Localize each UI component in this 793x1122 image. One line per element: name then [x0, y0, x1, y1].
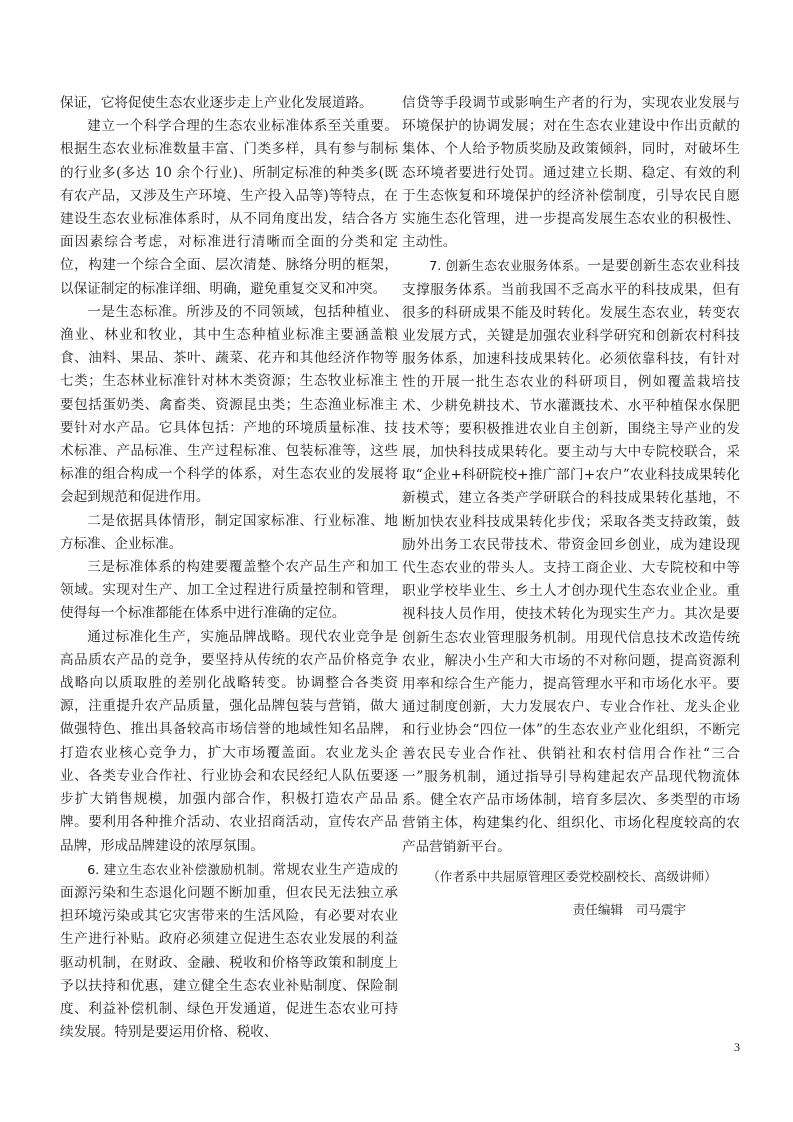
author-byline: （作者系中共屈原管理区委党校副校长、高级讲师）	[427, 868, 717, 884]
paragraph	[402, 254, 740, 858]
section-heading: 6. 建立生态农业补偿激励机制。	[87, 861, 273, 877]
paragraph: 一是生态标准。所涉及的不同领域，包括种植业、渔业、林业和牧业，其中生态种植业标准主要涵盖粮食、油料、果品、茶叶、蔬菜、花卉和其他经济作物等七类；生态林业标准针对林木类资源；生态牧业标准主要包括蛋奶类、禽畜类、资源昆虫类；生态渔业标准主要针对水产品。它具体包括：产地的环境质量标准、技术标准、产品标准、生产过程标准、包装标准等，这些标准的组合构成一个科学的体系，对生态农业的发展将会起到规范和促进作用。	[60, 303, 398, 506]
paragraph: 信贷等手段调节或影响生产者的行为，实现农业发展与环境保护的协调发展；对在生态农业建设中作出贡献的集体、个人给予物质奖励及政策倾斜，同时，对破坏生态环境者要进行处罚。通过建立长期、稳定、有效的利于生态恢复和环境保护的经济补偿制度，引导农民自愿实施生态化管理，进一步提高发展生态农业的积极性、主动性。	[402, 95, 740, 251]
section-heading: 7. 创新生态农业服务体系。	[429, 258, 588, 274]
paragraph: 三是标准体系的构建要覆盖整个农产品生产和加工领域。实现对生产、加工全过程进行质量控制和管理，使得每一个标准都能在体系中进行准确的定位。	[60, 559, 398, 622]
right-column	[402, 92, 740, 921]
editor-credit: 责任编辑 司马震宇	[572, 901, 686, 917]
paragraph: 二是依据具体情形，制定国家标准、行业标准、地方标准、企业标准。	[60, 512, 398, 552]
paragraph-body: 一是要创新生态农业科技支撑服务体系。当前我国不乏高水平的科技成果，但有很多的科研成果不能及时转化。发展生态农业，转变农业发展方式，关键是加强农业科学研究和创新农村科技服务体系，加速科技成果转化。必须依靠科技，有针对性的开展一批生态农业的科研项目，例如覆盖栽培技术、少耕免耕技术、节水灌溉技术、水平种植保水保肥技术等；要积极推进农业自主创新，围绕主导产业的发展，加快科技成果转化。要主动与大中专院校联合，采取“企业+科研院校+推广部门+农户”农业科技成果转化新模式，建立各类产学研联合的科技成果转化基地，不断加快农业科技成果转化步伐；采取各类支持政策，鼓励外出务工农民带技术、带资金回乡创业，成为建设现代生态农业的带头人。支持工商企业、大专院校和中等职业学校毕业生、乡土人才创办现代生态农业企业。重视科技人员作用，使技术转化为现实生产力。其次是要创新生态农业管理服务机制。用现代信息技术改造传统农业，解决小生产和大市场的不对称问题，提高资源利用率和综合生产能力，提高管理水平和市场化水平。要通过制度创新，大力发展农户、专业合作社、龙头企业和行业协会“四位一体”的生态农业产业化组织，不断完善农民专业合作社、供销社和农村信用合作社“三合一”服务机制，通过指导引导构建起农产品现代物流体系。健全农产品市场体制，培育多层次、多类型的市场营销主体，构建集约化、组织化、市场化程度较高的农产品营销新平台。	[402, 258, 740, 855]
paragraph: 通过标准化生产，实施品牌战略。现代农业竞争是高品质农产品的竞争，要坚持从传统的农产品价格竞争战略向以质取胜的差别化战略转变。协调整合各类资源，注重提升农产品质量，强化品牌包装与营销，做大做强特色、推出具备较高市场信誉的地域性知名品牌，打造农业核心竞争力，扩大市场覆盖面。农业龙头企业、各类专业合作社、行业协会和农民经纪人队伍要逐步扩大销售规模，加强内部合作，积极打造农产品品牌。要利用各种推介活动、农业招商活动，宣传农产品品牌，形成品牌建设的浓厚氛围。	[60, 628, 398, 854]
paragraph	[60, 858, 398, 1045]
paragraph: 保证，它将促使生态农业逐步走上产业化发展道路。	[60, 95, 373, 111]
page-number: 3	[734, 1040, 740, 1054]
left-column	[60, 92, 398, 1044]
paragraph: 建立一个科学合理的生态农业标准体系至关重要。根据生态农业标准数量丰富、门类多样，具有参与制标的行业多(多达 10 余个行业)、所制定标准的种类多(既有农产品，又涉及生产环境、生产投入品等)等特点，在建设生态农业标准体系时，从不同角度出发，结合各方面因素综合考虑，对标准进行清晰而全面的分类和定位，构建一个综合全面、层次清楚、脉络分明的框架，以保证制定的标准详细、明确，避免重复交叉和冲突。	[60, 118, 398, 297]
paragraph-body: 常规农业生产造成的面源污染和生态退化问题不断加重，但农民无法独立承担环境污染或其它灾害带来的生活风险，有必要对农业生产进行补贴。政府必须建立促进生态农业发展的利益驱动机制，在财政、金融、税收和价格等政策和制度上予以扶持和优惠，建立健全生态农业补贴制度、保险制度、利益补偿机制、绿色开发通道，促进生态农业可持续发展。特别是要运用价格、税收、	[60, 861, 398, 1041]
